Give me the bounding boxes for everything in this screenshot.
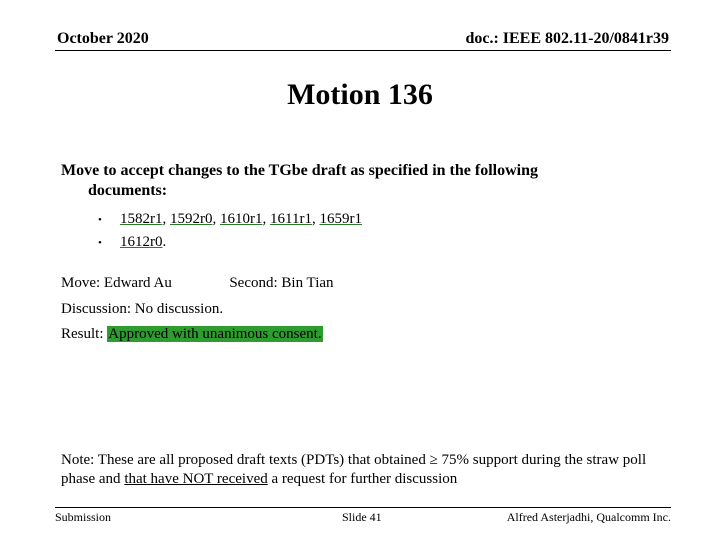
seconder: Second: Bin Tian (229, 275, 334, 291)
note-part-1: Note: These are all proposed draft texts (PDTs) that obtained ≥ 75% support during the straw poll phase and (61, 452, 647, 487)
motion-line-1: Move to accept changes to the TGbe draft as specified in the following (61, 162, 538, 179)
footer-author: Alfred Asterjadhi, Qualcomm Inc. (506, 510, 671, 524)
footer-rule (55, 507, 671, 508)
motion-line-2: documents: (88, 182, 168, 199)
document-list-item: • 1582r1, 1592r0, 1610r1, 1611r1, 1659r1 (98, 208, 362, 231)
document-link[interactable]: 1582r1 (120, 211, 163, 227)
slide-title: Motion 136 (287, 78, 433, 111)
document-link[interactable]: 1610r1 (220, 211, 263, 227)
footer-left: Submission (55, 510, 112, 524)
document-link[interactable]: 1612r0 (120, 234, 163, 250)
header-doc-id: doc.: IEEE 802.11-20/0841r39 (465, 30, 669, 47)
result-highlight: Approved with unanimous consent. (108, 326, 322, 342)
header-date: October 2020 (57, 30, 149, 47)
note-text (61, 451, 661, 489)
document-list-item: • 1612r0. (98, 231, 362, 254)
document-list (98, 208, 362, 254)
bullet-icon: • (98, 214, 102, 226)
bullet-icon: • (98, 237, 102, 249)
motion-text (61, 161, 621, 201)
header-rule (55, 50, 671, 51)
note-underlined: that have NOT received (124, 471, 268, 487)
discussion-line: Discussion: No discussion. (61, 301, 224, 317)
document-link[interactable]: 1592r0 (170, 211, 213, 227)
move-line (61, 275, 334, 292)
note-part-2: a request for further discussion (267, 471, 458, 487)
document-link[interactable]: 1611r1 (270, 211, 312, 227)
result-line (61, 326, 323, 343)
mover: Move: Edward Au (61, 275, 172, 291)
document-link[interactable]: 1659r1 (319, 211, 362, 227)
result-prefix: Result: (61, 326, 108, 342)
footer-slide-number: Slide 41 (342, 510, 382, 524)
